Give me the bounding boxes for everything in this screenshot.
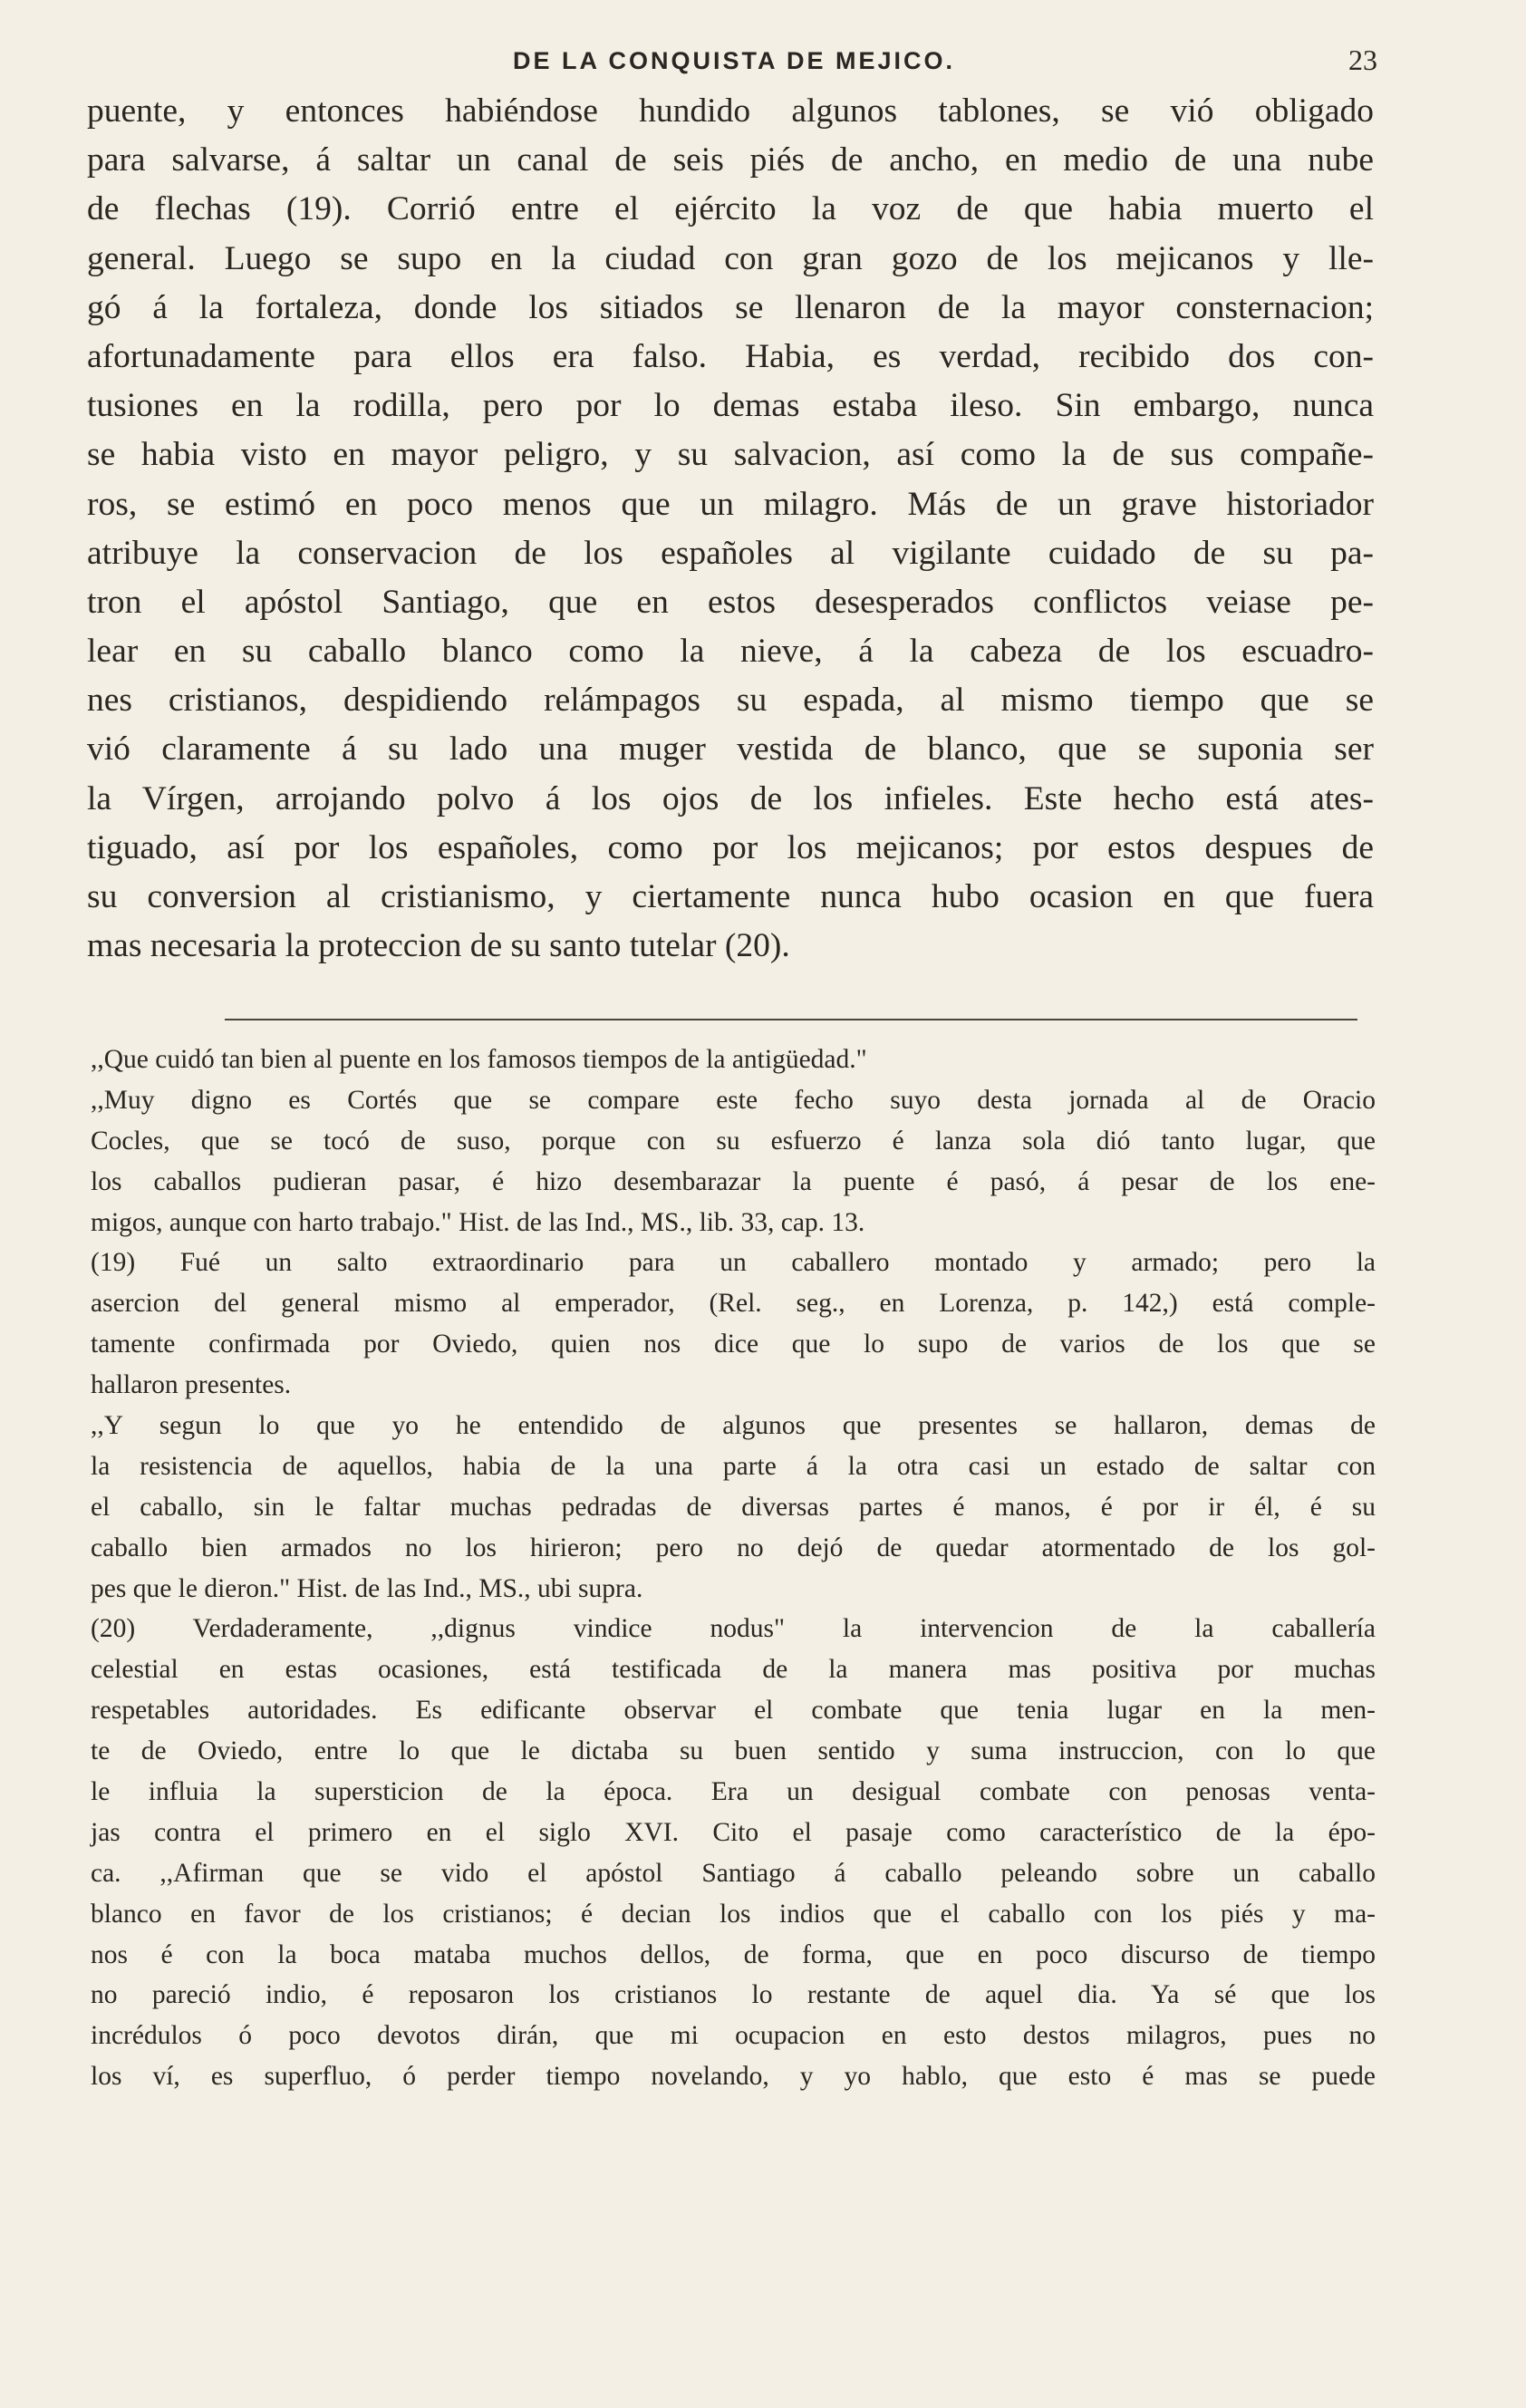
footnote-line: Cocles, que se tocó de suso, porque con su esfuerzo é lanza sola dió tanto lugar, que bbox=[91, 1126, 1376, 1156]
footnote-line: tamente confirmada por Oviedo, quien nos dice que lo supo de varios de los que se bbox=[91, 1330, 1376, 1359]
footnote-line: celestial en estas ocasiones, está testificada de la manera mas positiva por muchas bbox=[91, 1655, 1376, 1685]
footnotes bbox=[91, 1040, 1376, 2097]
footnote-line: caballo bien armados no los hirieron; pero no dejó de quedar atormentado de los gol- bbox=[91, 1533, 1376, 1562]
footnote-line: jas contra el primero en el siglo XVI. Cito el pasaje como característico de la épo- bbox=[91, 1817, 1376, 1847]
text-line: mas necesaria la proteccion de su santo tutelar (20). bbox=[87, 927, 790, 965]
text-line: atribuye la conservacion de los españoles al vigilante cuidado de su pa- bbox=[87, 534, 1374, 572]
footnote-line: (19) Fué un salto extraordinario para un caballero montado y armado; pero la bbox=[91, 1248, 1376, 1278]
footnote-line: migos, aunque con harto trabajo." Hist. de las Ind., MS., lib. 33, cap. 13. bbox=[91, 1207, 865, 1237]
footnote-line: no pareció indio, é reposaron los cristianos lo restante de aquel dia. Ya sé que los bbox=[91, 1980, 1376, 2010]
footnote-line: blanco en favor de los cristianos; é decian los indios que el caballo con los piés y ma- bbox=[91, 1899, 1376, 1929]
footnote-line: hallaron presentes. bbox=[91, 1370, 292, 1400]
page-number: 23 bbox=[1348, 44, 1377, 76]
text-line: nes cristianos, despidiendo relámpagos su espada, al mismo tiempo que se bbox=[87, 682, 1374, 720]
text-line: general. Luego se supo en la ciudad con gran gozo de los mejicanos y lle- bbox=[87, 239, 1374, 277]
footnote-line: los caballos pudieran pasar, é hizo desembarazar la puente é pasó, á pesar de los ene- bbox=[91, 1166, 1376, 1196]
footnote-line: nos é con la boca mataba muchos dellos, de forma, que en poco discurso de tiempo bbox=[91, 1939, 1376, 1969]
footnote-line: ,,Que cuidó tan bien al puente en los famosos tiempos de la antigüedad." bbox=[91, 1045, 867, 1074]
footnote-line: ,,Muy digno es Cortés que se compare este fecho suyo desta jornada al de Oracio bbox=[91, 1085, 1376, 1115]
main-text bbox=[87, 87, 1374, 971]
text-line: tusiones en la rodilla, pero por lo demas estaba ileso. Sin embargo, nunca bbox=[87, 387, 1374, 425]
text-line: ros, se estimó en poco menos que un milagro. Más de un grave historiador bbox=[87, 485, 1374, 523]
text-line: lear en su caballo blanco como la nieve, á la cabeza de los escuadro- bbox=[87, 633, 1374, 671]
footnote-line: los ví, es superfluo, ó perder tiempo novelando, y yo hablo, que esto é mas se puede bbox=[91, 2062, 1376, 2092]
footnote-line: te de Oviedo, entre lo que le dictaba su buen sentido y suma instruccion, con lo que bbox=[91, 1736, 1376, 1766]
footnote-line: la resistencia de aquellos, habia de la una parte á la otra casi un estado de saltar con bbox=[91, 1451, 1376, 1481]
text-line: puente, y entonces habiéndose hundido algunos tablones, se vió obligado bbox=[87, 92, 1374, 130]
text-line: para salvarse, á saltar un canal de seis piés de ancho, en medio de una nube bbox=[87, 141, 1374, 179]
running-title: DE LA CONQUISTA DE MEJICO. bbox=[512, 47, 956, 74]
footnote-line: respetables autoridades. Es edificante observar el combate que tenia lugar en la men- bbox=[91, 1696, 1376, 1726]
text-line: vió claramente á su lado una muger vestida de blanco, que se suponia ser bbox=[87, 730, 1374, 769]
footnote-line: el caballo, sin le faltar muchas pedradas de diversas partes é manos, é por ir él, é su bbox=[91, 1492, 1376, 1522]
footnote-line: ca. ,,Afirman que se vido el apóstol Santiago á caballo peleando sobre un caballo bbox=[91, 1858, 1376, 1888]
text-line: su conversion al cristianismo, y ciertamente nunca hubo ocasion en que fuera bbox=[87, 878, 1374, 915]
footnote-line: ,,Y segun lo que yo he entendido de algunos que presentes se hallaron, demas de bbox=[91, 1411, 1376, 1441]
text-line: afortunadamente para ellos era falso. Habia, es verdad, recibido dos con- bbox=[87, 337, 1374, 375]
text-line: tiguado, así por los españoles, como por los mejicanos; por estos despues de bbox=[87, 828, 1374, 866]
running-header bbox=[91, 40, 1377, 85]
footnote-line: asercion del general mismo al emperador, (Rel. seg., en Lorenza, p. 142,) está comple- bbox=[91, 1289, 1376, 1319]
footnote-line: le influia la supersticion de la época. Era un desigual combate con penosas venta- bbox=[91, 1777, 1376, 1807]
text-line: la Vírgen, arrojando polvo á los ojos de los infieles. Este hecho está ates- bbox=[87, 779, 1374, 817]
text-line: de flechas (19). Corrió entre el ejército la voz de que habia muerto el bbox=[87, 190, 1374, 228]
text-line: gó á la fortaleza, donde los sitiados se llenaron de la mayor consternacion; bbox=[87, 288, 1374, 326]
footnote-divider bbox=[225, 1019, 1357, 1020]
footnote-line: (20) Verdaderamente, ,,dignus vindice nodus" la intervencion de la caballería bbox=[91, 1614, 1376, 1644]
text-line: se habia visto en mayor peligro, y su salvacion, así como la de sus compañe- bbox=[87, 436, 1374, 474]
footnote-line: pes que le dieron." Hist. de las Ind., MS., ubi supra. bbox=[91, 1573, 643, 1603]
footnote-line: incrédulos ó poco devotos dirán, que mi ocupacion en esto destos milagros, pues no bbox=[91, 2021, 1376, 2051]
text-line: tron el apóstol Santiago, que en estos desesperados conflictos veiase pe- bbox=[87, 583, 1374, 621]
